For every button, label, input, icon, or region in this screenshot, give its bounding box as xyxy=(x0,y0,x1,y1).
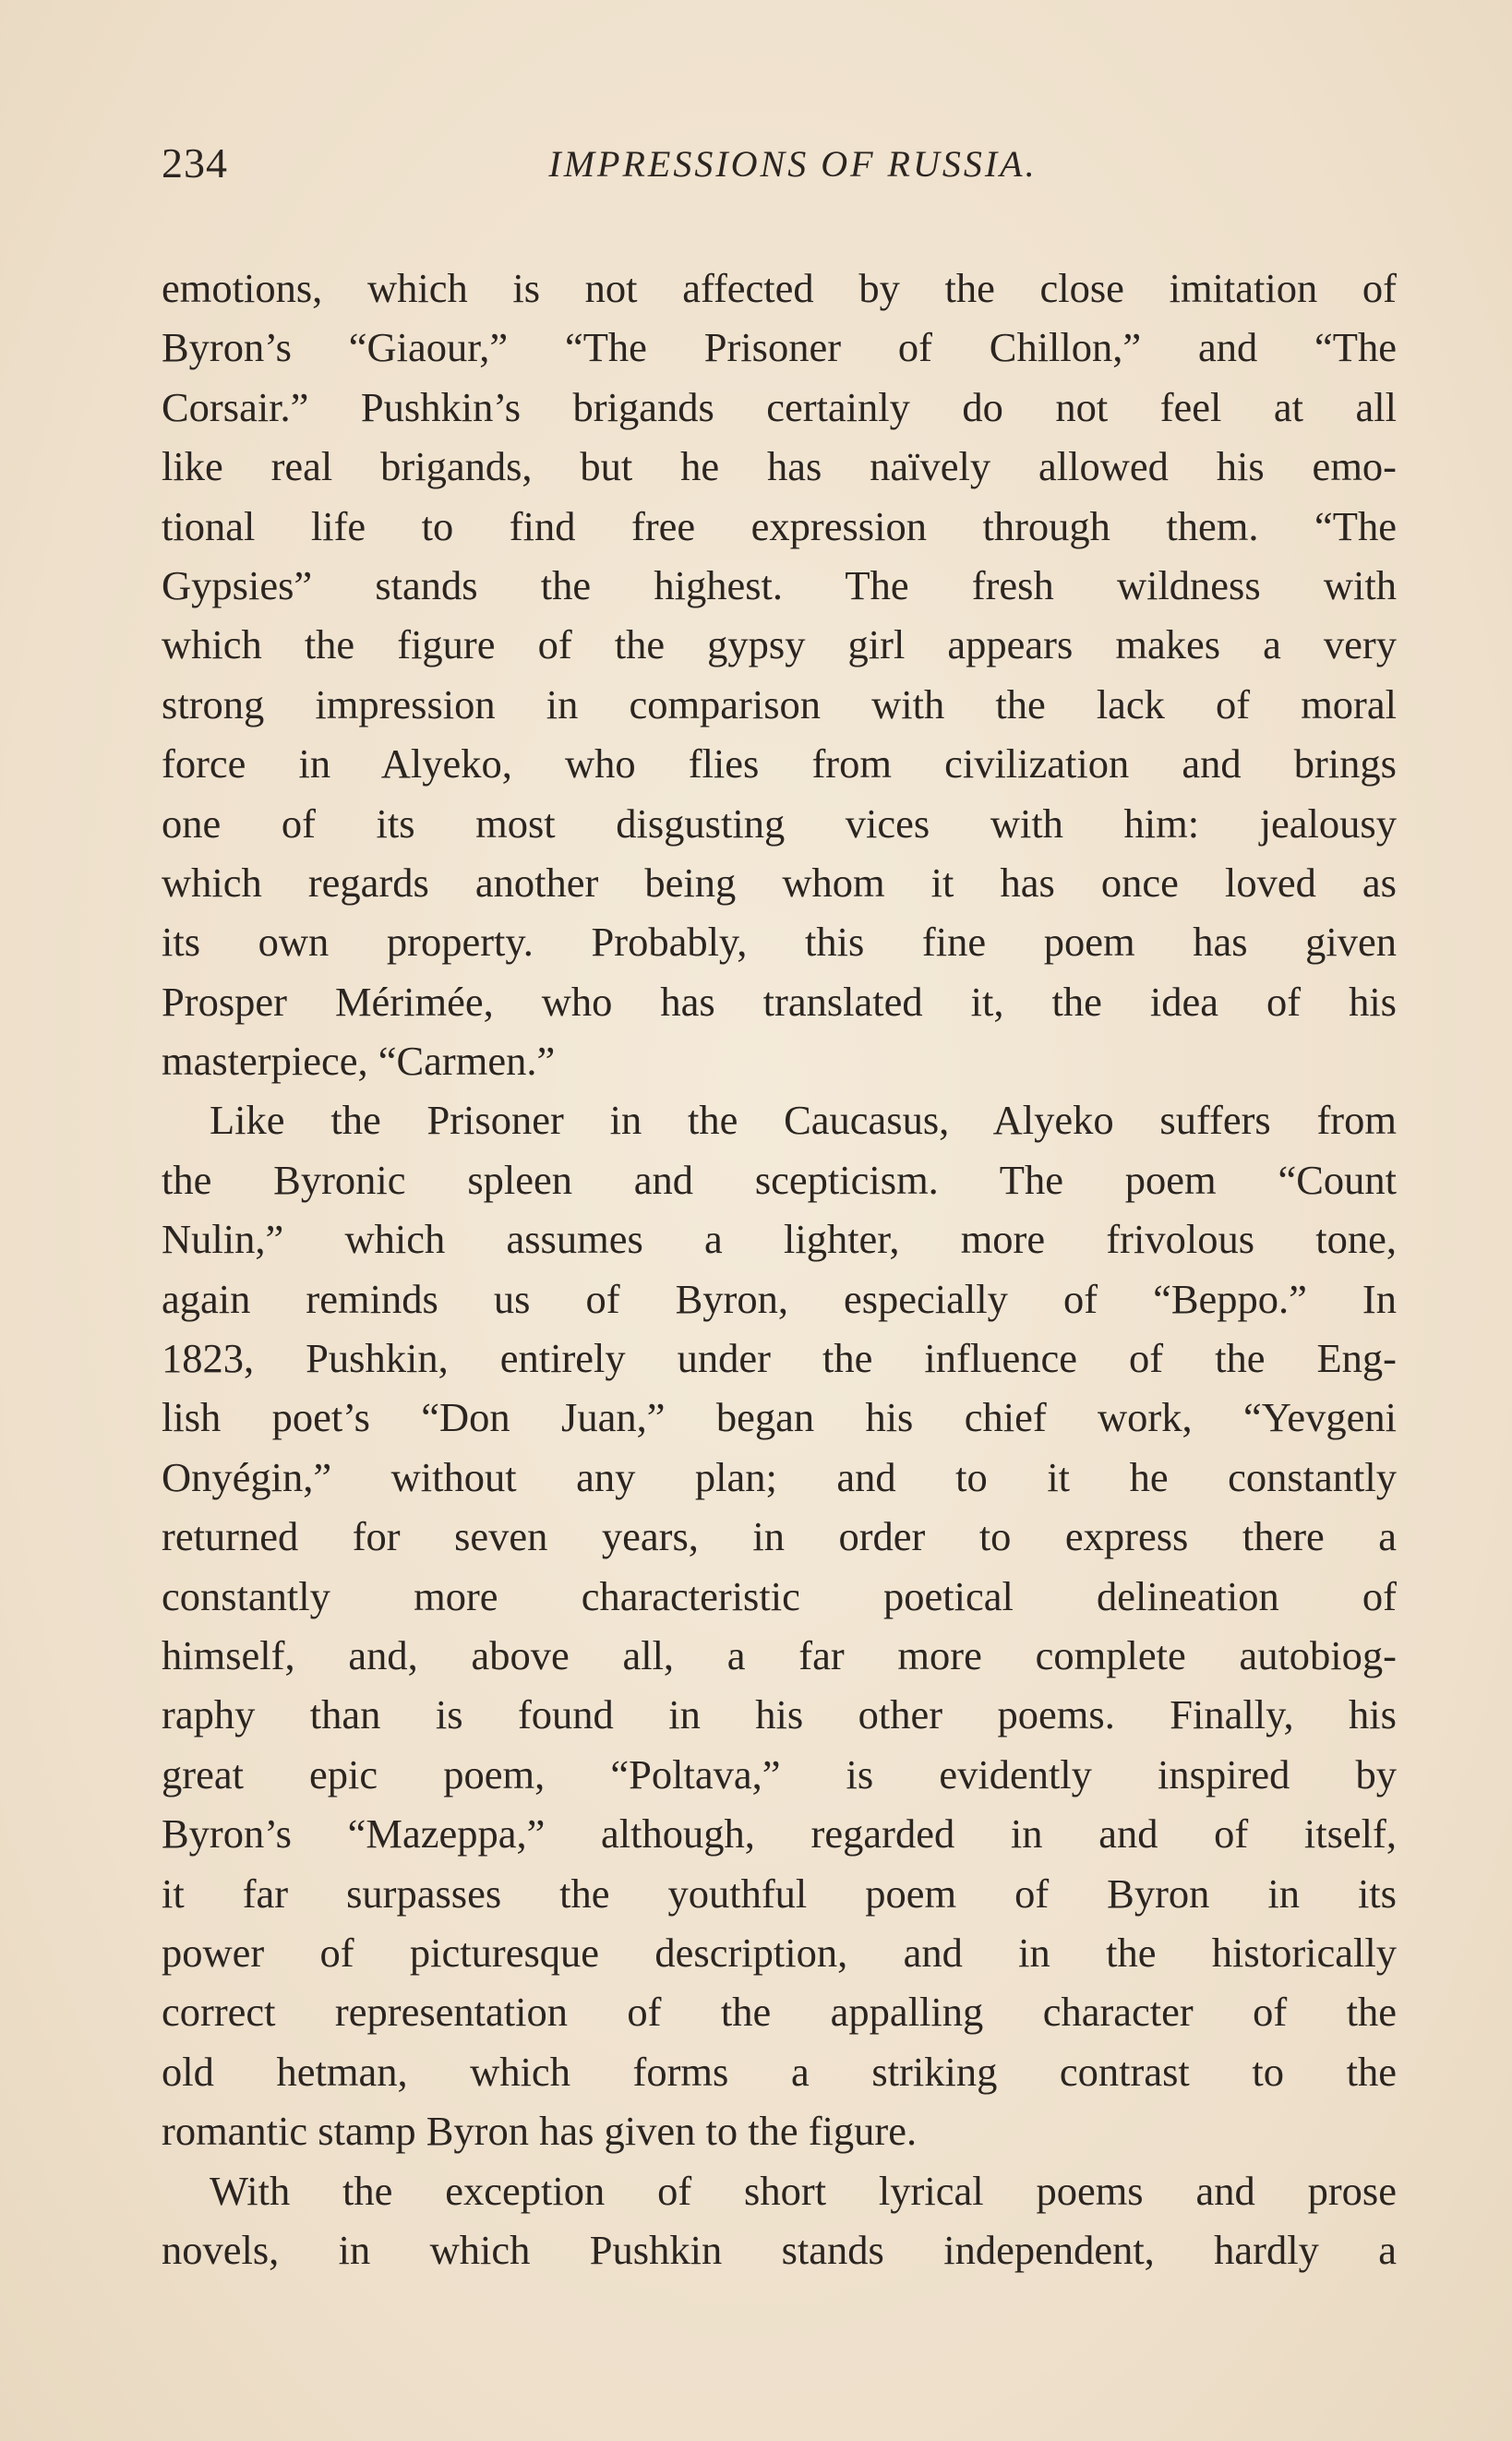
text-line: novels, in which Pushkin stands independent, hardly a xyxy=(162,2226,1397,2273)
text-line: Byron’s “Giaour,” “The Prisoner of Chillon,” and “The xyxy=(162,324,1397,371)
text-line: Byron’s “Mazeppa,” although, regarded in and of itself, xyxy=(162,1810,1397,1858)
page-number: 234 xyxy=(162,139,228,186)
text-line: like real brigands, but he has naïvely allowed his emo- xyxy=(162,443,1397,490)
text-line: its own property. Probably, this fine poem has given xyxy=(162,919,1397,966)
text-line: correct representation of the appalling character of the xyxy=(162,1989,1397,2036)
text-line: Nulin,” which assumes a lighter, more frivolous tone, xyxy=(162,1216,1397,1263)
text-line: it far surpasses the youthful poem of Byron in its xyxy=(162,1870,1397,1917)
text-line: constantly more characteristic poetical delineation of xyxy=(162,1572,1397,1619)
text-line: tional life to find free expression through them. “The xyxy=(162,502,1397,549)
paragraph-first-line: With the exception of short lyrical poems and prose xyxy=(210,2167,1397,2214)
body-text xyxy=(162,259,1397,2279)
text-line: power of picturesque description, and in the historically xyxy=(162,1929,1397,1976)
text-line: old hetman, which forms a striking contrast to the xyxy=(162,2048,1397,2095)
text-line: himself, and, above all, a far more complete autobiog- xyxy=(162,1631,1397,1678)
text-line: Onyégin,” without any plan; and to it he constantly xyxy=(162,1453,1397,1500)
text-line: Corsair.” Pushkin’s brigands certainly do not feel at all xyxy=(162,383,1397,430)
paragraph-end-line: romantic stamp Byron has given to the figure. xyxy=(162,2108,918,2155)
paragraph-end-line: masterpiece, “Carmen.” xyxy=(162,1038,556,1085)
text-line: Gypsies” stands the highest. The fresh wildness with xyxy=(162,561,1397,608)
text-line: lish poet’s “Don Juan,” began his chief work, “Yevgeni xyxy=(162,1394,1397,1441)
text-line: again reminds us of Byron, especially of “Beppo.” In xyxy=(162,1275,1397,1322)
text-line: which the figure of the gypsy girl appears makes a very xyxy=(162,621,1397,668)
text-line: emotions, which is not affected by the close imitation of xyxy=(162,265,1397,311)
text-line: one of its most disgusting vices with him: jealousy xyxy=(162,800,1397,847)
paragraph-first-line: Like the Prisoner in the Caucasus, Alyeko suffers from xyxy=(210,1097,1397,1144)
text-line: returned for seven years, in order to express there a xyxy=(162,1513,1397,1560)
text-line: great epic poem, “Poltava,” is evidently inspired by xyxy=(162,1750,1397,1798)
text-line: strong impression in comparison with the lack of moral xyxy=(162,680,1397,727)
text-line: raphy than is found in his other poems. Finally, his xyxy=(162,1691,1397,1738)
text-line: which regards another being whom it has once loved as xyxy=(162,859,1397,906)
running-title: IMPRESSIONS OF RUSSIA. xyxy=(548,143,1038,185)
text-line: Prosper Mérimée, who has translated it, the idea of his xyxy=(162,978,1397,1025)
text-line: force in Alyeko, who flies from civilization and brings xyxy=(162,740,1397,788)
running-head xyxy=(162,138,1397,212)
text-line: the Byronic spleen and scepticism. The poem “Count xyxy=(162,1156,1397,1203)
book-page xyxy=(162,138,1397,2279)
text-line: 1823, Pushkin, entirely under the influence of the Eng- xyxy=(162,1335,1397,1382)
